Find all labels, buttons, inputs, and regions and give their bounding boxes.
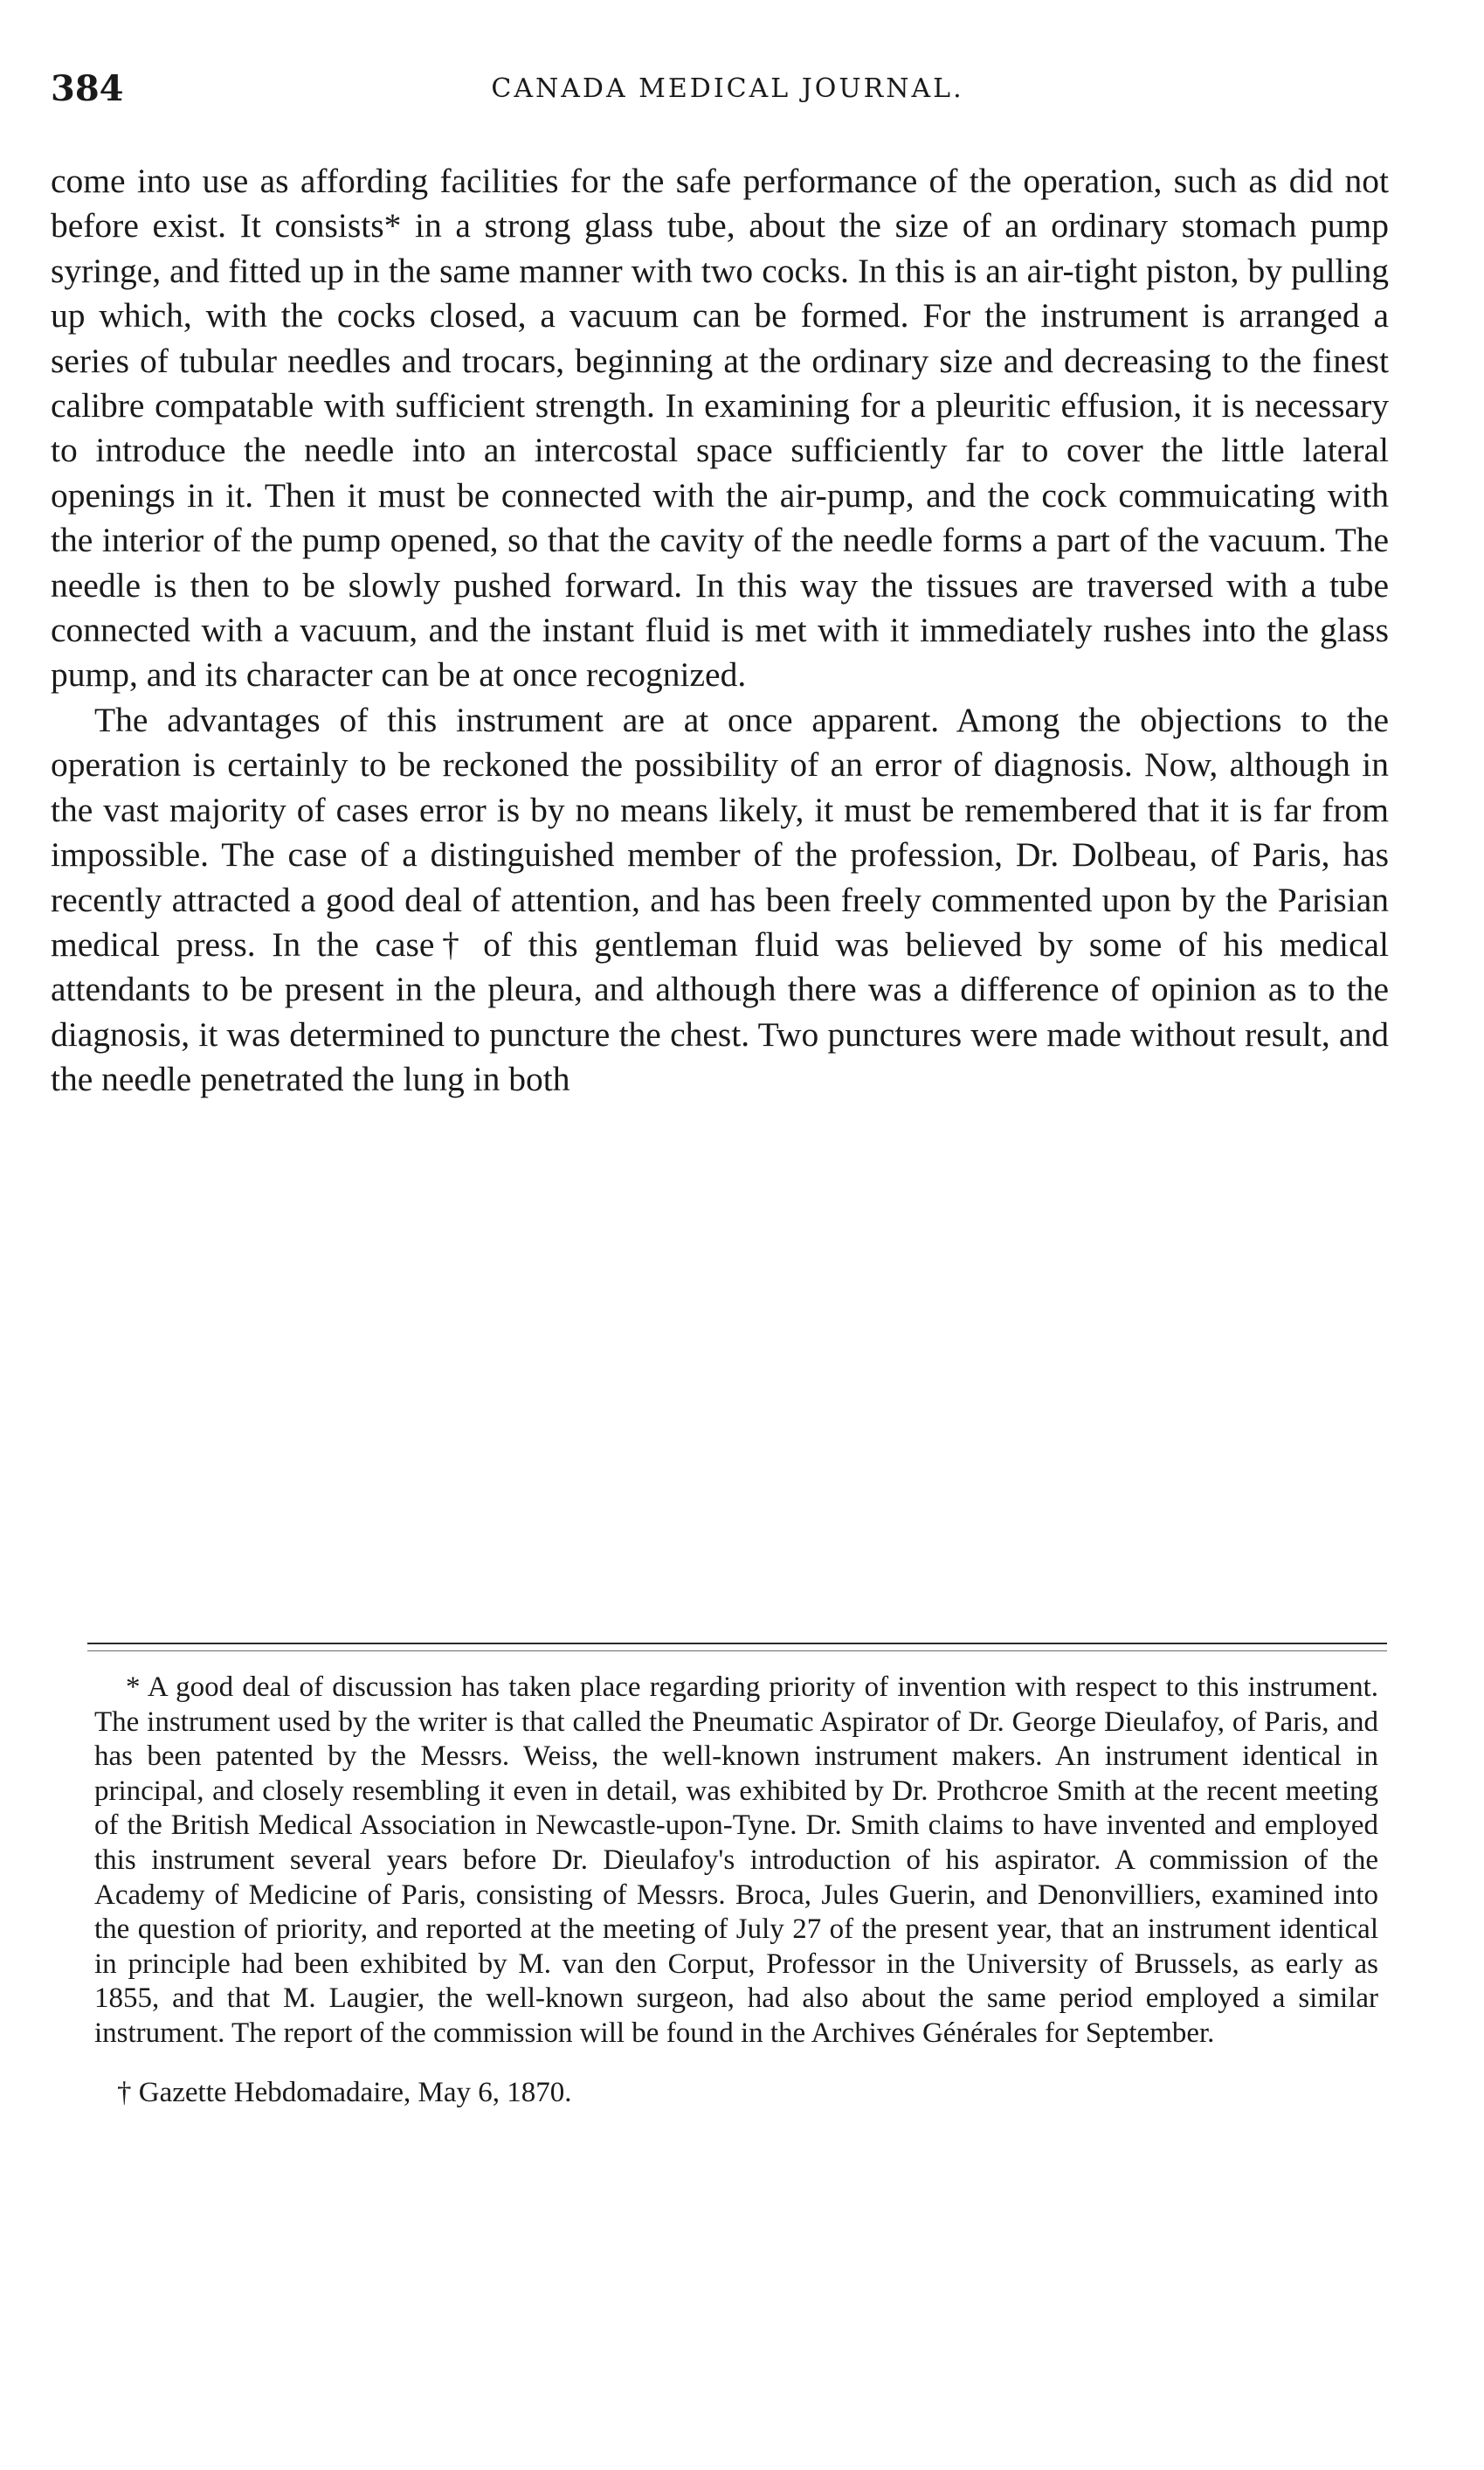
- body-paragraph: come into use as affording facilities for the safe performance of the operation, such as did not before exist. It consists* in a strong glass tube, about the size of an ordinary stomach pump syringe, and fitted up in the same manner with two cocks. In this is an air-tight piston, by pulling up which, with the cocks closed, a vacuum can be formed. For the instrument is arranged a series of tubular needles and trocars, beginning at the ordinary size and decreasing to the finest calibre compatable with sufficient strength. In examining for a pleuritic effusion, it is necessary to introduce the needle into an intercostal space sufficiently far to cover the little lateral openings in it. Then it must be connected with the air-pump, and the cock commuicating with the interior of the pump opened, so that the cavity of the needle forms a part of the vacuum. The needle is then to be slowly pushed forward. In this way the tissues are traversed with a tube connected with a vacuum, and the instant fluid is met with it immediately rushes into the glass pump, and its character can be at once recognized.: [51, 162, 1389, 695]
- body-paragraph: The advantages of this instrument are at once apparent. Among the objections to the operation is certainly to be reckoned the possibility of an error of diagnosis. Now, although in the vast majority of cases error is by no means likely, it must be remembered that it is far from impossible. The case of a distinguished member of the profession, Dr. Dolbeau, of Paris, has recently attracted a good deal of attention, and has been freely commented upon by the Parisian medical press. In the case† of this gentleman fluid was believed by some of his medical attendants to be present in the pleura, and although there was a difference of opinion as to the diagnosis, it was determined to puncture the chest. Two punctures were made without result, and the needle penetrated the lung in both: [51, 700, 1389, 1099]
- footnotes: [94, 1671, 1378, 2110]
- running-head: [51, 68, 1387, 121]
- article-body: [51, 159, 1389, 1103]
- footnote-divider: [87, 1643, 1387, 1644]
- footnote-asterisk: * A good deal of discussion has taken place regarding priority of invention with respect to this instrument. The instrument used by the writer is that called the Pneumatic Aspirator of Dr. George Dieulafoy, of Paris, and has been patented by the Messrs. Weiss, the well-known instrument makers. An instrument identical in principal, and closely resembling it even in detail, was exhibited by Dr. Prothcroe Smith at the recent meeting of the British Medical Association in Newcastle-upon-Tyne. Dr. Smith claims to have invented and employed this instrument several years before Dr. Dieulafoy's introduction of his aspirator. A commission of the Academy of Medicine of Paris, consisting of Messrs. Broca, Jules Guerin, and Denonvilliers, examined into the question of priority, and reported at the meeting of July 27 of the present year, that an instrument identical in principle had been exhibited by M. van den Corput, Professor in the University of Brussels, as early as 1855, and that M. Laugier, the well-known surgeon, had also about the same period employed a similar instrument. The report of the commission will be found in the Archives Générales for September.: [94, 1671, 1378, 2049]
- footnote-dagger: † Gazette Hebdomadaire, May 6, 1870.: [117, 2076, 572, 2108]
- journal-title: CANADA MEDICAL JOURNAL.: [491, 73, 964, 104]
- footnote-divider-thin: [87, 1650, 1387, 1651]
- page-number: 384: [51, 68, 124, 109]
